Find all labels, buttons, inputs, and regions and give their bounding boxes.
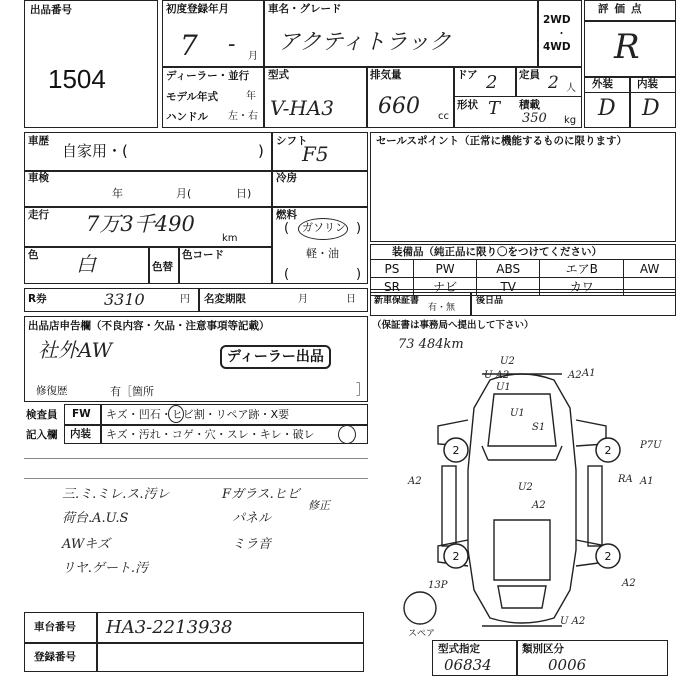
vehicle-diagram [372, 350, 676, 640]
hw-right-3: ミラ音 [232, 537, 272, 552]
reg-year-unit: 年 [246, 91, 256, 102]
dmg-label-7: U2 [518, 482, 533, 493]
dmg-label-0: U2 [500, 356, 515, 367]
tire-label-rr: 2 [604, 550, 612, 563]
inspector-divider [64, 424, 368, 426]
repair-close: ］ [356, 383, 370, 398]
shaken-label: 車検 [28, 172, 49, 184]
car-divider [264, 66, 582, 68]
shaken-day: 日) [236, 187, 252, 200]
inspector-mark-1 [168, 405, 184, 423]
drive-2wd: 2WD [543, 14, 571, 26]
inspector-label-1: 検査員 [26, 409, 58, 421]
tire-label-fl: 2 [452, 444, 460, 457]
reg-handle-value: 左・右 [228, 111, 258, 122]
inspector-row2: キズ・汚れ・コゲ・穴・スレ・キレ・破レ [106, 428, 315, 441]
disp-value: 660 [378, 94, 420, 119]
history-value: 自家用・( [62, 142, 128, 160]
load-value: 350 [522, 111, 547, 126]
name-change-month: 月 [298, 294, 308, 305]
dmg-label-9: A2 [532, 500, 546, 511]
hw-left-4: リヤ.ゲート.汚 [62, 561, 149, 576]
equip-navi: ナビ [413, 278, 476, 296]
plate-label: 登録番号 [34, 651, 76, 663]
history-close: ) [258, 142, 264, 160]
reg-dealer: ディーラー・並行 [166, 70, 250, 82]
car-drive-divider [537, 0, 539, 66]
shift-value: F5 [302, 142, 329, 166]
recycle-box [24, 288, 368, 312]
mileage-value: 7万3千490 [86, 212, 195, 236]
dmg-label-2: A2 [568, 370, 582, 381]
dmg-label-11: A2 [622, 578, 636, 589]
dmg-label-5: A2 [408, 476, 422, 487]
hw-arrow-note: 修正 [308, 499, 330, 512]
fuel-paren-open: ( [284, 221, 290, 236]
cap-unit: 人 [566, 83, 576, 94]
hw-right-2: パネル [232, 511, 272, 526]
history-label: 車歴 [28, 135, 49, 147]
fuel-paren-open-2: ( [284, 267, 290, 282]
shaken-divider [24, 206, 272, 208]
shape-label: 形状 [457, 99, 478, 111]
cap-value: 2 [548, 73, 559, 93]
fuel-paren-close-2: ) [356, 267, 362, 282]
mileage-unit: km [222, 233, 238, 244]
dmg-label-6: A1 [640, 476, 654, 487]
dmg-label-12: 13P [428, 580, 448, 591]
inspector-fw: FW [72, 408, 91, 420]
mileage-label: 走行 [28, 209, 49, 221]
tire-label-fr: 2 [604, 444, 612, 457]
warranty-divider [470, 292, 472, 316]
aircon-divider [272, 206, 368, 208]
fuel-diesel: 軽・油 [306, 247, 339, 260]
dmg-label-3: U1 [510, 408, 525, 419]
fuel-gas: ガソリン [302, 221, 346, 234]
hw-left-3: AWキズ [62, 537, 110, 552]
repair-value: 有［箇所 [110, 385, 154, 398]
grade-label: 評価点 [598, 3, 648, 15]
drive-sep: ・ [556, 27, 567, 40]
color-change-label: 色替 [152, 261, 173, 273]
inspector-v-divider [100, 404, 102, 444]
car-name-value: アクティトラック [278, 30, 452, 55]
chassis-divider [24, 642, 364, 644]
note-line-1 [24, 458, 368, 459]
model-v-divider [516, 640, 518, 676]
diagram-note: 73 484km [398, 337, 464, 352]
car-name-label: 車名・グレード [268, 3, 342, 15]
diagram-label: （保証書は事務局へ提出して下さい） [372, 320, 534, 331]
cap-label: 定員 [519, 69, 540, 81]
inspector-row1: キズ・凹石・ヒビ割・リペア跡・X要 [106, 408, 290, 421]
reg-divider [162, 66, 264, 68]
dmg-label-15: RA [618, 474, 633, 485]
color-v-divider [148, 246, 150, 284]
dmg-label-10: U A2 [560, 616, 586, 627]
registration-box [162, 0, 264, 128]
reg-year: 7 [180, 29, 198, 62]
dmg-label-8: S1 [532, 422, 546, 433]
disp-label: 排気量 [370, 69, 402, 81]
equip-abs: ABS [477, 260, 540, 278]
chassis-label: 車台番号 [34, 621, 76, 633]
equip-ps: PS [371, 260, 414, 278]
recycle-value: 3310 [104, 290, 145, 309]
hw-left-1: 三.ミ.ミレ.ス.汚レ [62, 487, 170, 502]
equip-aw: AW [624, 260, 676, 278]
warranty-label: 新車保証書 [374, 296, 420, 306]
equip-table [370, 259, 676, 296]
report-note: 社外AW [38, 338, 113, 362]
load-unit: kg [564, 115, 577, 126]
warranty-value: 有・無 [428, 303, 456, 313]
grade-title-line [584, 20, 676, 22]
equip-sr: SR [371, 278, 414, 296]
repair-label: 修復歴 [36, 385, 68, 397]
model-value: 06834 [444, 656, 492, 674]
hw-left-2: 荷台.A.U.S [62, 511, 129, 526]
shaken-year: 年 [112, 187, 123, 200]
aircon-label: 冷房 [276, 172, 297, 184]
car-row-divider [453, 96, 582, 97]
grade-v-line [629, 76, 631, 128]
type-label: 型式 [268, 69, 289, 81]
fuel-label: 燃料 [276, 209, 297, 221]
grade-int-value: D [642, 96, 660, 121]
reg-dash: - [228, 32, 236, 57]
color-value: 白 [76, 252, 96, 276]
car-disp-divider [453, 66, 455, 128]
grade-ext-value: D [598, 96, 616, 121]
chassis-value: HA3-2213938 [106, 617, 233, 638]
disp-unit: cc [438, 111, 449, 122]
inspector-mark-2 [338, 425, 356, 444]
dmg-label-4: P7U [640, 440, 662, 451]
history-divider [24, 170, 272, 172]
color-label: 色 [28, 249, 39, 261]
report-label: 出品店申告欄（不良内容・欠品・注意事項等記載） [28, 320, 270, 332]
reg-label: 初度登録年月 [166, 3, 229, 15]
shift-label: シフト [276, 135, 308, 147]
reg-month-unit: 月 [248, 51, 258, 62]
lot-label: 出品番号 [30, 4, 72, 16]
after-label: 後日品 [476, 296, 504, 306]
car-type-divider [366, 66, 368, 128]
shaken-month: 月( [176, 187, 192, 200]
color-code-label: 色コード [182, 249, 224, 261]
name-change-day: 日 [346, 294, 356, 305]
equip-tv: TV [477, 278, 540, 296]
chassis-v-divider [96, 612, 98, 672]
equip-airbag: エアB [540, 260, 624, 278]
dmg-label-14: A1 [582, 368, 596, 379]
sales-box [370, 132, 676, 242]
reg-handle: ハンドル [166, 111, 208, 123]
category-label: 類別区分 [522, 643, 564, 655]
equip-label: 装備品（純正品に限り〇をつけてください） [392, 246, 602, 258]
type-value: V-HA3 [270, 96, 334, 120]
equip-leather: カワ [540, 278, 624, 296]
hw-right-1: Fガラス.ヒビ [222, 487, 300, 502]
grade-int-label: 内装 [637, 78, 658, 90]
recycle-label: R券 [28, 293, 47, 305]
reg-model-year: モデル年式 [166, 91, 218, 103]
fuel-paren-close: ) [356, 221, 362, 236]
door-value: 2 [486, 72, 498, 93]
spare-label: スペア [408, 629, 436, 639]
recycle-unit: 円 [180, 294, 190, 305]
category-value: 0006 [548, 656, 587, 674]
name-change-label: 名変期限 [204, 293, 246, 305]
note-line-2 [24, 478, 368, 479]
sales-label: セールスポイント（正常に機能するものに限ります） [376, 135, 628, 147]
dmg-label-1: U A2 [484, 370, 510, 381]
equip-pw: PW [413, 260, 476, 278]
recycle-divider [198, 288, 200, 312]
grade-score: R [614, 27, 640, 67]
drive-4wd: 4WD [543, 41, 571, 53]
door-label: ドア [457, 69, 478, 81]
grade-ext-label: 外装 [592, 78, 613, 90]
shape-value: T [488, 98, 501, 119]
inspector-interior: 内装 [70, 428, 91, 440]
car-door-divider [515, 66, 517, 96]
lot-number: 1504 [48, 64, 106, 94]
color-v-divider2 [178, 246, 180, 284]
grade-sub-line [584, 92, 676, 93]
dmg-label-13: U1 [496, 382, 511, 393]
dealer-stamp: ディーラー出品 [220, 345, 331, 369]
tire-label-rl: 2 [452, 550, 460, 563]
load-label: 積載 [519, 99, 540, 111]
model-label: 型式指定 [438, 643, 480, 655]
inspector-label-2: 記入欄 [26, 429, 58, 441]
